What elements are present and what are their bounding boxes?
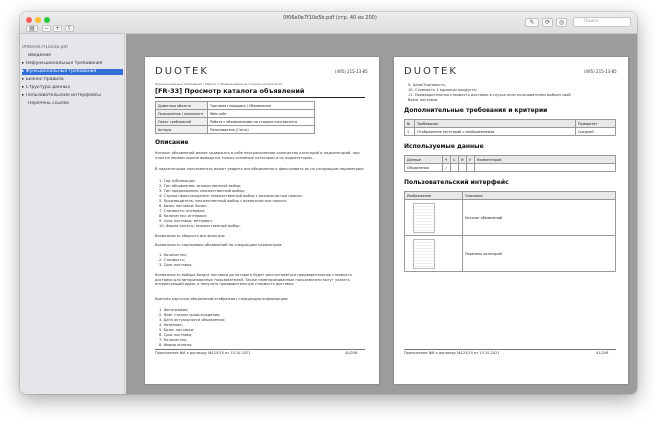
zoom-window-button[interactable] (44, 17, 50, 23)
col-header: Требование (415, 120, 576, 128)
card-item: 3. Дата актуальности объявления; (159, 318, 226, 322)
ui-heading: Пользовательский интерфейс (404, 179, 509, 186)
paragraph: Каталог объявлений может содержать в себе неограниченное количество категорий и подкатегорий, при этом на первом экране выводятся только основные категории и их подкатегории. (155, 151, 360, 160)
table-cell: Средний (576, 128, 616, 136)
properties-table (155, 101, 315, 134)
categories-screenshot-thumbnail[interactable] (413, 239, 435, 269)
col-header: У (467, 156, 475, 164)
filter-item: 7. Стоимость: интервал; (159, 209, 206, 213)
card-item: 6. Срок поставки; (159, 333, 193, 337)
rotate-icon[interactable]: ⟳ (542, 18, 553, 27)
search-input[interactable]: Поиск (573, 17, 631, 27)
card-item: 9. Цена/Торговость; (408, 83, 446, 87)
pen-icon[interactable]: ✎ (525, 18, 539, 27)
page-number: 41/256 (596, 351, 609, 355)
filter-item: 8. Количество: интервал; (159, 214, 208, 218)
catalog-screenshot-thumbnail[interactable] (413, 203, 435, 233)
card-item: 1. Фотография; (159, 308, 189, 312)
prop-key: Акторы (156, 126, 208, 134)
sort-item: 3. Срок поставки. (159, 263, 193, 267)
card-item: 5. Базис поставки; (159, 328, 195, 332)
card-item: 11. Предварительная стоимость доставки в случае если пользователем выбран свой (408, 93, 571, 97)
sidebar-item-functional[interactable]: ▸ Функциональные требования (22, 69, 123, 75)
sidebar-item-references[interactable]: Перечень ссылок (28, 101, 70, 106)
col-header: Описание (463, 192, 616, 200)
table-cell: Отображение категорий с изображениями (415, 128, 576, 136)
table-cell (459, 164, 467, 172)
document-view[interactable] (126, 34, 637, 394)
paragraph: Краткая карточка объявлений отображает следующую информацию: (155, 297, 289, 301)
breadcrumb: Функциональные требования / Работа с объявлениями на стороне контрагента (155, 82, 283, 86)
filter-item: 4. Страна происхождения: множественный выбор с возможностью поиска; (159, 194, 303, 198)
card-item: 7. Количество; (159, 338, 187, 342)
duotek-logo: DUOTEK (404, 66, 458, 77)
page-number: 40/256 (345, 351, 358, 355)
card-item: 4. Название; (159, 323, 183, 327)
card-item: 2. Флаг страны происхождения; (159, 313, 221, 317)
table-cell: 1 (405, 128, 415, 136)
requirements-table (404, 119, 616, 136)
sidebar-item-nonfunctional[interactable]: ▸ Нефункциональные требования (22, 61, 103, 66)
col-header: Приоритет (576, 120, 616, 128)
page-footer-text: Приложение №8 к договору №125/10 от 15.10.2021 (404, 351, 500, 355)
filter-item: 2. Тип объявления: множественный выбор; (159, 184, 242, 188)
pdf-page-40 (145, 57, 379, 384)
footer-divider (155, 349, 365, 350)
sidebar-item-document[interactable]: 0f06e0e7f10e5b.pdf (22, 45, 68, 50)
prop-key: Доменная область (156, 102, 208, 110)
zoom-out-button[interactable]: − (43, 25, 50, 32)
prop-value: Web-сайт (208, 110, 315, 118)
col-header: С (451, 156, 459, 164)
table-cell (475, 164, 616, 172)
paragraph: Возможность сбросить все фильтры. (155, 234, 226, 238)
paragraph: Возможность сортировки объявлений по следующим параметрам: (155, 243, 283, 247)
card-item: базис поставки. (408, 98, 439, 102)
filter-item: 1. Год публикации; (159, 179, 196, 183)
col-header: Ч (443, 156, 451, 164)
prop-value: Торговая площадка / Объявления (208, 102, 315, 110)
card-item: 10. Стоимость 1 единицы продукта; (408, 88, 477, 92)
filter-item: 5. Производитель: множественный выбор с возможностью поиска; (159, 199, 287, 203)
prop-value: Работа с объявлениями на стороне контрагента (208, 118, 315, 126)
minimize-window-button[interactable] (35, 17, 41, 23)
check-icon: ✓ (443, 164, 451, 172)
filter-item: 10. Форма оплаты: множественный выбор. (159, 224, 241, 228)
table-cell (467, 164, 475, 172)
footer-divider (404, 349, 616, 350)
sidebar-item-intro[interactable]: Введение (28, 53, 52, 58)
sidebar-toggle-button[interactable]: ▤ (26, 25, 38, 32)
sidebar-item-business-rules[interactable]: ▸ Бизнес-правила (22, 77, 64, 82)
prop-key: Пакет требований (156, 118, 208, 126)
markup-icon[interactable]: ◎ (556, 18, 567, 27)
header-phone: (495) 215-13-85 (335, 69, 368, 74)
requirements-heading: Дополнительные требования и критерии (404, 107, 548, 114)
sidebar-item-data-structure[interactable]: ▸ Структура данных (22, 85, 70, 90)
col-header: № (405, 120, 415, 128)
prop-key: Приложение / компонент (156, 110, 208, 118)
table-cell (451, 164, 459, 172)
sort-item: 1. Количество; (159, 253, 187, 257)
data-table (404, 155, 616, 172)
table-cell: Объявления (405, 164, 443, 172)
prop-value: Пользователь (Гость) (208, 126, 315, 134)
header-phone: (495) 215-13-85 (584, 69, 617, 74)
window-title: 0f06e0e7f10e5b.pdf (стр. 40 из 200) (283, 15, 377, 21)
requirement-title: [FR-33] Просмотр каталога объявлений (155, 87, 305, 95)
filter-item: 3. Тип предложения: множественный выбор; (159, 189, 246, 193)
zoom-in-button[interactable]: + (54, 25, 61, 32)
sidebar-item-user-interfaces[interactable]: ▸ Пользовательские интерфейсы (22, 93, 101, 98)
description-heading: Описание (155, 139, 189, 146)
col-header: Данные (405, 156, 443, 164)
filter-item: 6. Базис поставки: базис; (159, 204, 208, 208)
card-item: 8. Форма оплаты; (159, 343, 193, 347)
close-window-button[interactable] (26, 17, 32, 23)
sort-item: 2. Стоимость; (159, 258, 186, 262)
title-bar (20, 12, 637, 34)
table-cell: Каталог объявлений (463, 200, 616, 236)
share-button[interactable]: ⇪ (66, 25, 73, 32)
preview-window (20, 12, 637, 394)
table-cell: Перечень категорий (463, 236, 616, 272)
page-footer-text: Приложение №8 к договору №125/10 от 15.10.2021 (155, 351, 251, 355)
outline-sidebar (20, 34, 125, 394)
col-header: Изображение (405, 192, 463, 200)
paragraph: Возможность выбора базиса поставки до которого будет рассчитываться предварительная стоимость доставки для авторизованных пользователей. Также неавторизованные пользователи могут указать интересующий адрес и получить предварительную стоимость доставки. (155, 273, 352, 287)
ui-table (404, 191, 616, 272)
pdf-page-41 (394, 57, 628, 384)
title-divider (155, 97, 365, 98)
paragraph: В подкатегории пользователь может увидеть все объявления и фильтровать их по следующим параметрам: (155, 167, 365, 171)
col-header: И (459, 156, 467, 164)
filter-item: 9. Срок поставки: интервал; (159, 219, 213, 223)
duotek-logo: DUOTEK (155, 66, 209, 77)
data-heading: Используемые данные (404, 143, 484, 150)
col-header: Комментарий (475, 156, 616, 164)
